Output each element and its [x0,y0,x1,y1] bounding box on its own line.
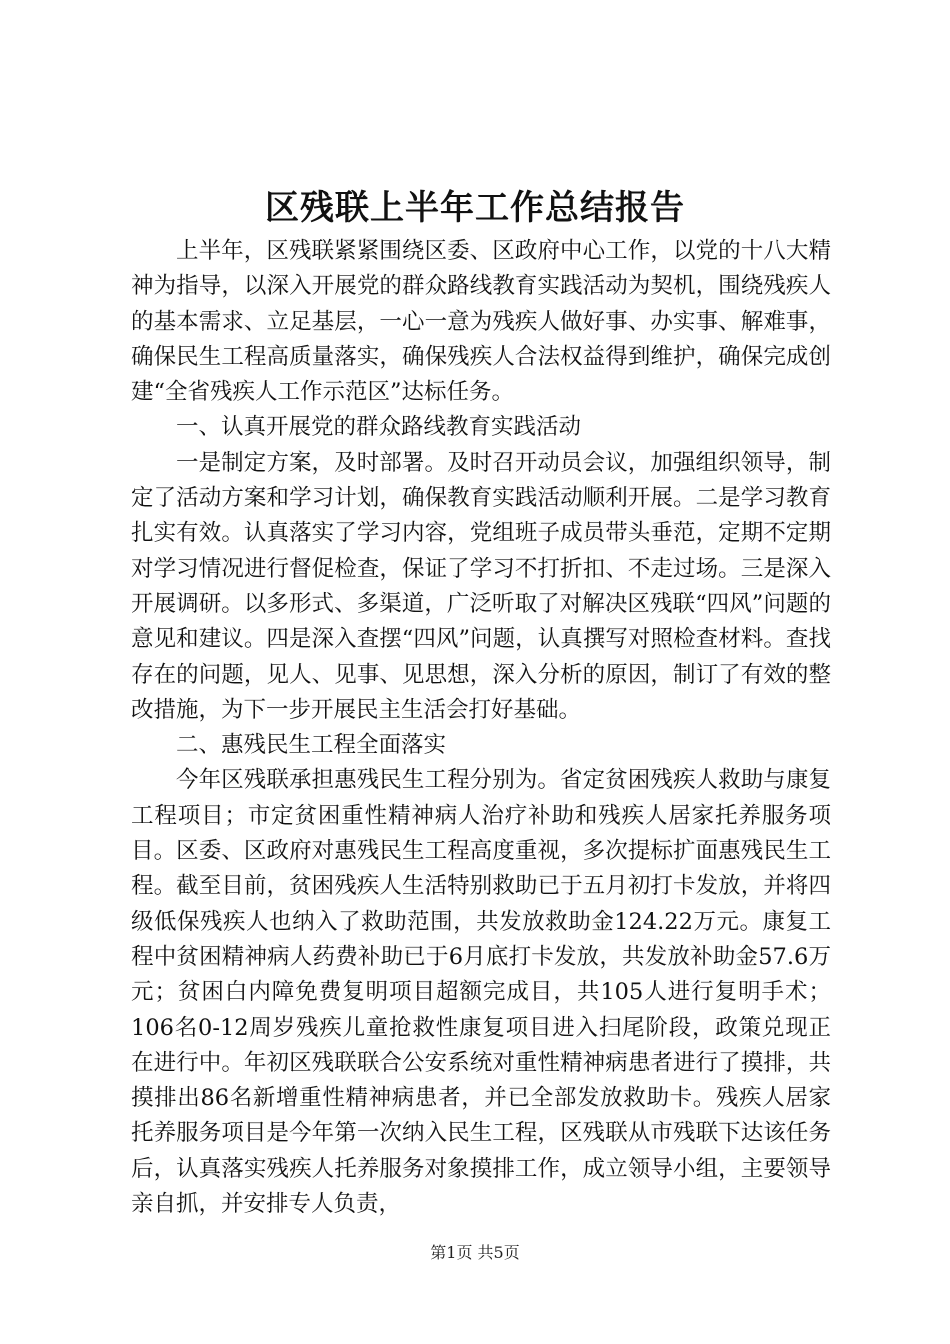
page-number-footer: 第1页 共5页 [430,1243,520,1262]
section-2-paragraph: 今年区残联承担惠残民生工程分别为。省定贫困残疾人救助与康复工程项目；市定贫困重性精神病人治疗补助和残疾人居家托养服务项目。区委、区政府对惠残民生工程高度重视，多次提标扩面惠残民生工程。截至目前，贫困残疾人生活特别救助已于五月初打卡发放，并将四级低保残疾人也纳入了救助范围，共发放救助金124.22万元。康复工程中贫困精神病人药费补助已于6月底打卡发放，共发放补助金57.6万元；贫困白内障免费复明项目超额完成目，共105人进行复明手术；106名0-12周岁残疾儿童抢救性康复项目进入扫尾阶段，政策兑现正在进行中。年初区残联联合公安系统对重性精神病患者进行了摸排，共摸排出86名新增重性精神病患者，并已全部发放救助卡。残疾人居家托养服务项目是今年第一次纳入民生工程，区残联从市残联下达该任务后，认真落实残疾人托养服务对象摸排工作，成立领导小组，主要领导亲自抓，并安排专人负责， [131,767,831,1218]
intro-paragraph: 上半年，区残联紧紧围绕区委、区政府中心工作，以党的十八大精神为指导，以深入开展党的群众路线教育实践活动为契机，围绕残疾人的基本需求、立足基层，一心一意为残疾人做好事、办实事、解难事，确保民生工程高质量落实，确保残疾人合法权益得到维护，确保完成创建“全省残疾人工作示范区”达标任务。 [131,238,831,406]
document-title: 区残联上半年工作总结报告 [265,188,685,228]
document-body [131,234,831,1222]
section-heading-2: 二、惠残民生工程全面落实 [176,732,447,759]
section-heading-1: 一、认真开展党的群众路线教育实践活动 [176,414,582,441]
section-1-paragraph: 一是制定方案，及时部署。及时召开动员会议，加强组织领导，制定了活动方案和学习计划，确保教育实践活动顺利开展。二是学习教育扎实有效。认真落实了学习内容，党组班子成员带头垂范，定期不定期对学习情况进行督促检查，保证了学习不打折扣、不走过场。三是深入开展调研。以多形式、多渠道，广泛听取了对解决区残联“四风”问题的意见和建议。四是深入查摆“四风”问题，认真撰写对照检查材料。查找存在的问题，见人、见事、见思想，深入分析的原因，制订了有效的整改措施，为下一步开展民主生活会打好基础。 [131,449,831,723]
